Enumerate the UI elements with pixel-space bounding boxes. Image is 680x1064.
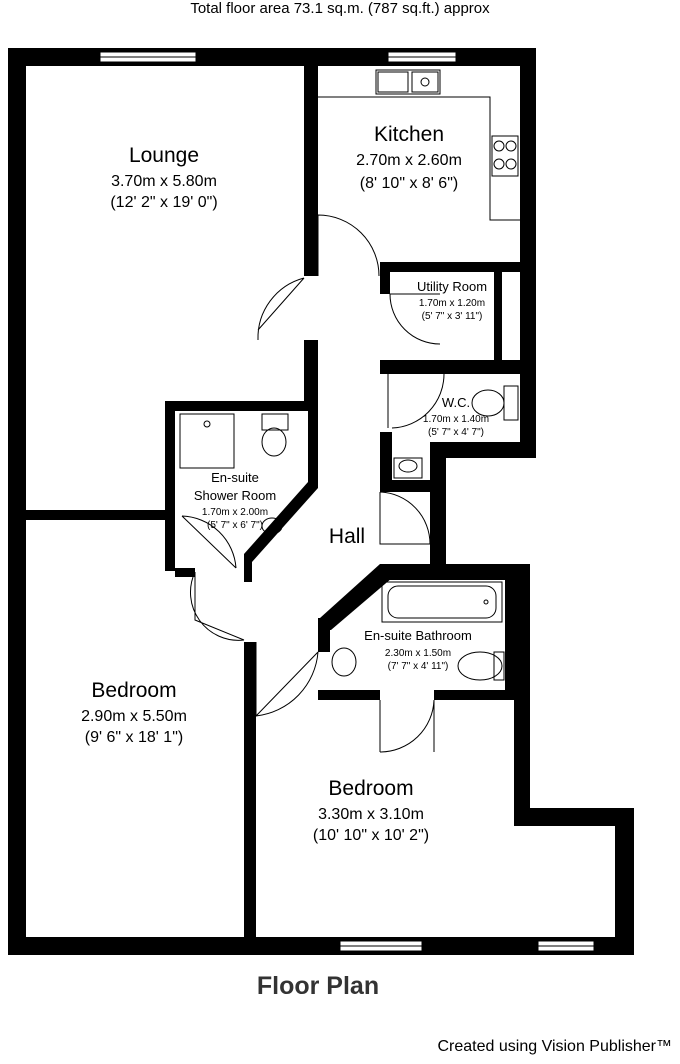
utility-metric: 1.70m x 1.20m — [418, 298, 486, 309]
bath-metric: 2.30m x 1.50m — [384, 648, 452, 659]
kitchen-imperial: (8' 10" x 8' 6") — [359, 175, 459, 192]
shower-name-line2: Shower Room — [193, 488, 277, 503]
bedroom2-imperial: (10' 10" x 10' 2") — [312, 827, 430, 844]
bedroom1-metric: 2.90m x 5.50m — [81, 708, 187, 725]
bedroom1-name: Bedroom — [91, 679, 177, 702]
bedroom1-imperial: (9' 6" x 18' 1") — [84, 729, 184, 746]
lounge-name: Lounge — [128, 144, 200, 167]
floor-area-header: Total floor area 73.1 sq.m. (787 sq.ft.) approx — [190, 0, 490, 17]
bedroom2-metric: 3.30m x 3.10m — [318, 806, 424, 823]
utility-name: Utility Room — [416, 279, 488, 294]
kitchen-name: Kitchen — [373, 123, 445, 146]
shower-name-line1: En-suite — [211, 470, 259, 485]
lounge-metric: 3.70m x 5.80m — [111, 173, 217, 190]
lounge-imperial: (12' 2" x 19' 0") — [110, 194, 218, 211]
bath-imperial: (7' 7" x 4' 11") — [387, 661, 449, 672]
shower-metric: 1.70m x 2.00m — [201, 507, 269, 518]
kitchen-metric: 2.70m x 2.60m — [356, 152, 462, 169]
interior-walls — [26, 66, 530, 937]
utility-imperial: (5' 7" x 3' 11") — [421, 311, 483, 322]
credit-text: Created using Vision Publisher™ — [437, 1038, 672, 1055]
wc-name: W.C. — [441, 395, 471, 410]
bedroom2-name: Bedroom — [328, 777, 414, 800]
wc-metric: 1.70m x 1.40m — [422, 414, 490, 425]
hall-name: Hall — [328, 525, 366, 548]
bath-name: En-suite Bathroom — [364, 628, 472, 643]
wc-imperial: (5' 7" x 4' 7") — [428, 427, 484, 438]
floor-plan-title: Floor Plan — [256, 972, 380, 1000]
shower-imperial: (5' 7" x 6' 7") — [207, 520, 263, 531]
